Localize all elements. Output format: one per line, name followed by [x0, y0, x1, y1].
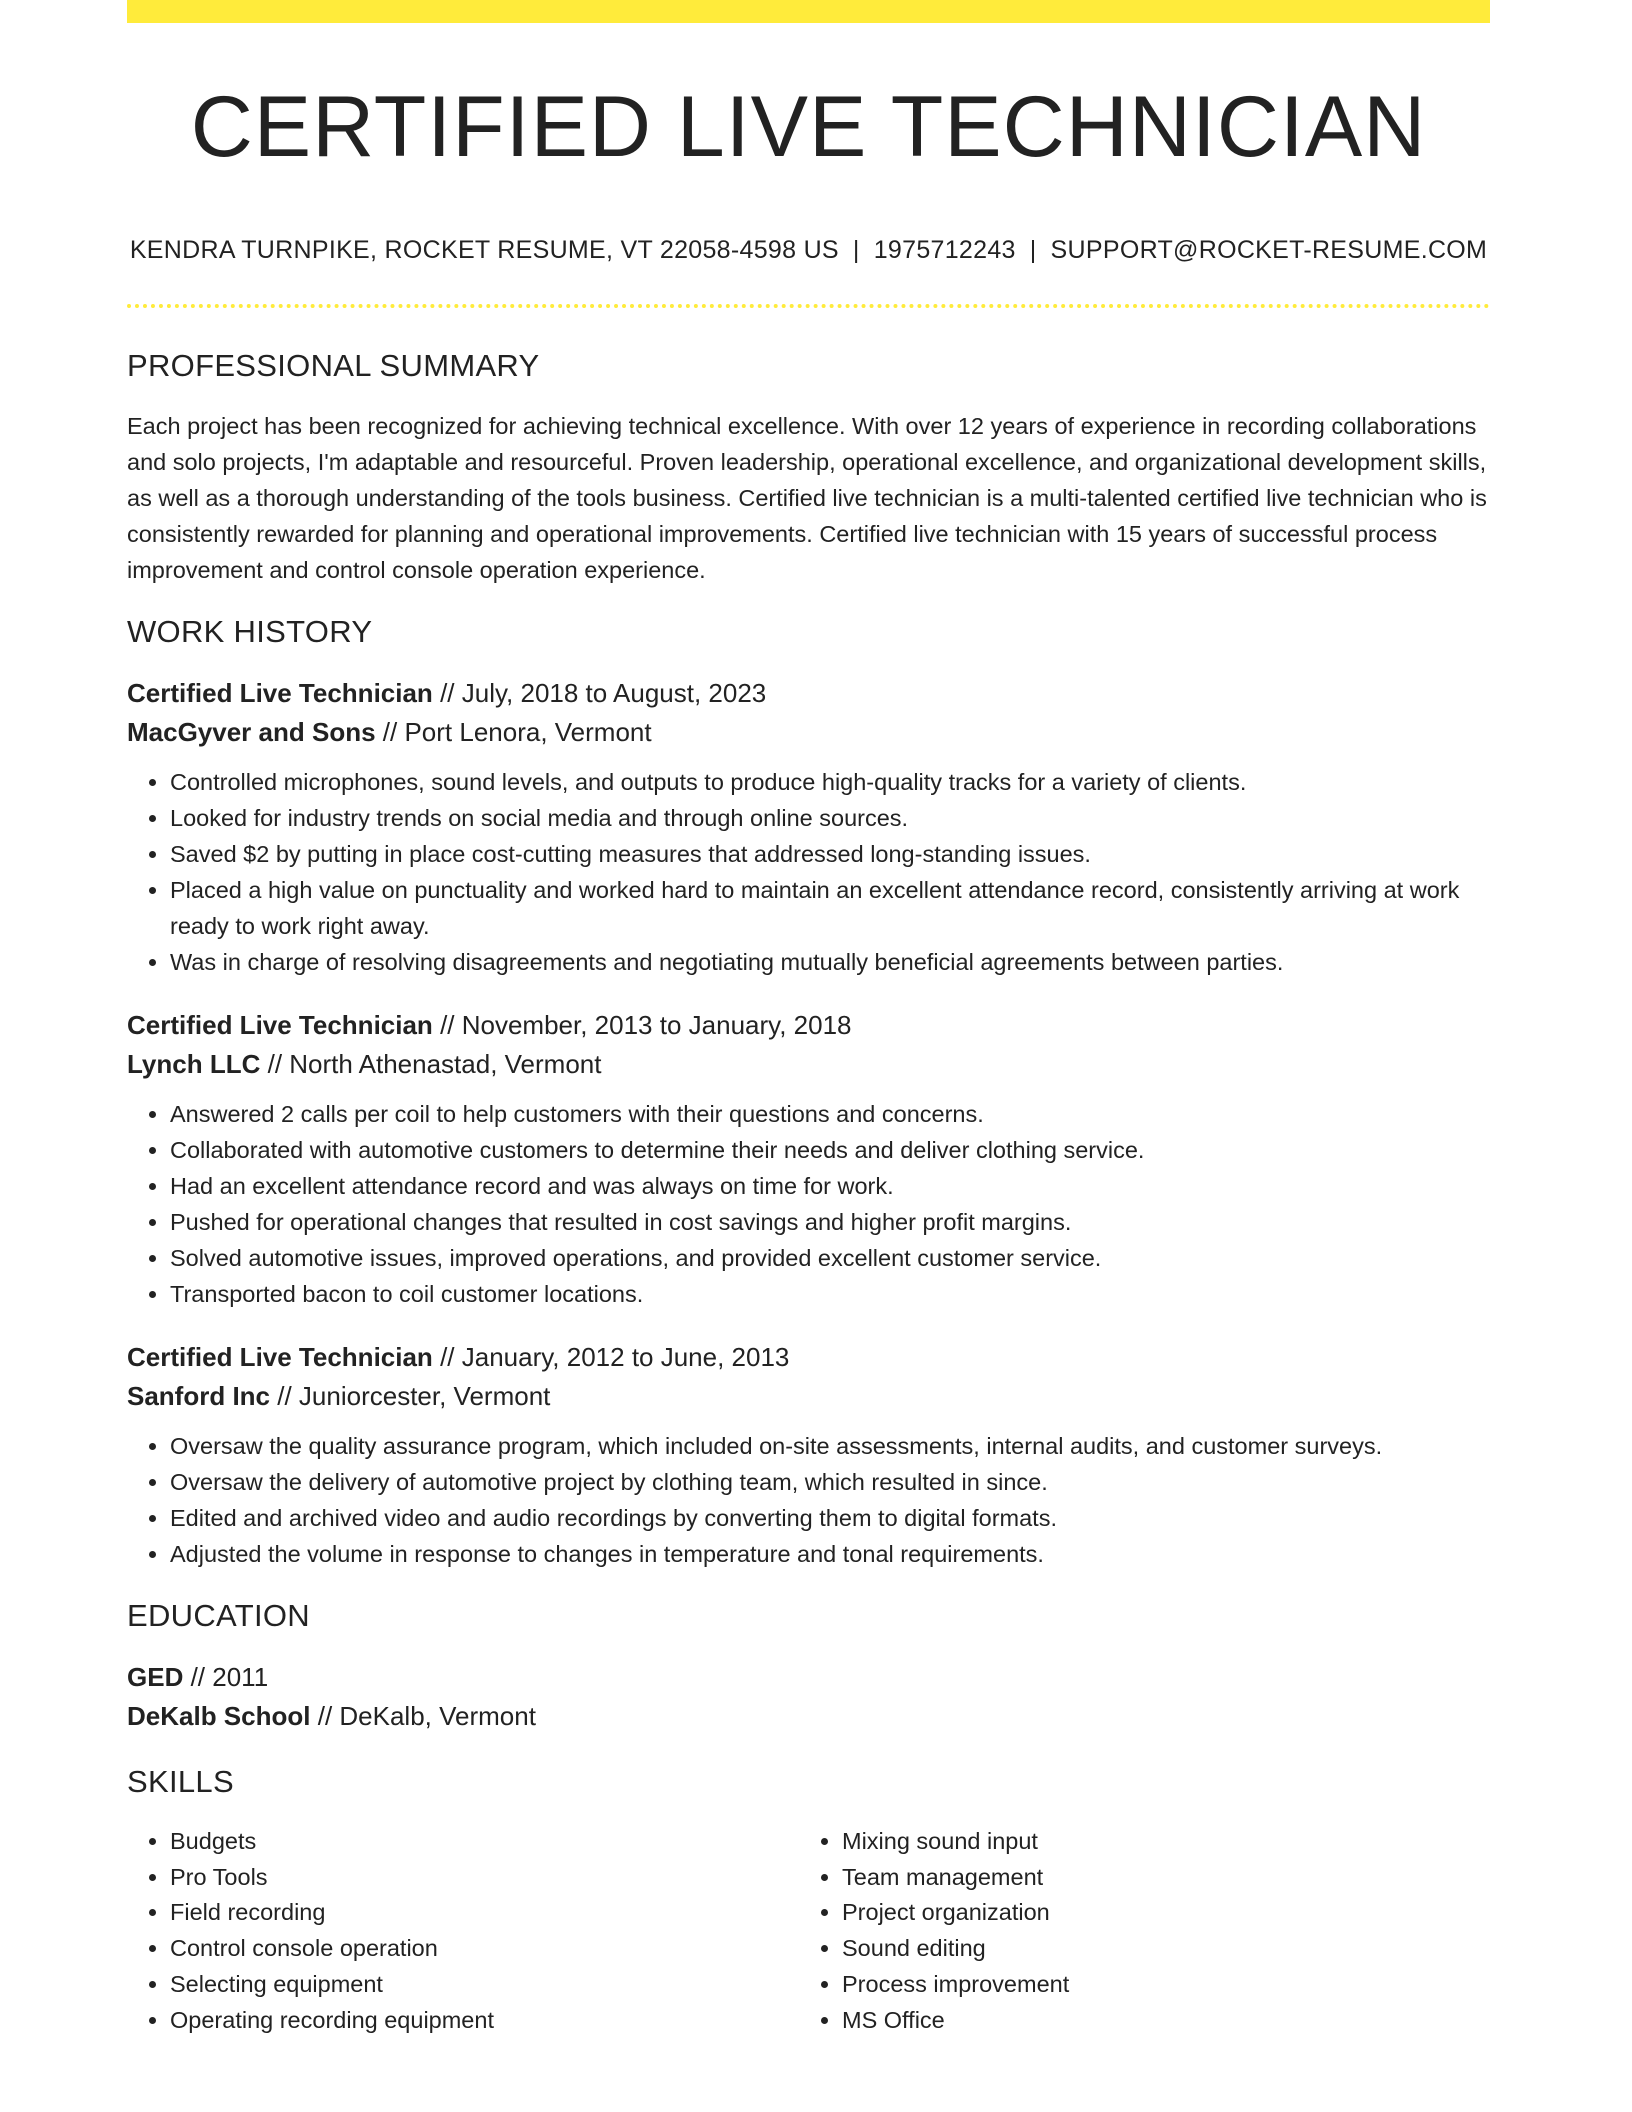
skill-item: • Project organization	[842, 1895, 1471, 1931]
list-item: • Answered 2 calls per coil to help customers with their questions and concerns.	[170, 1096, 1490, 1132]
skills-right-list	[799, 1824, 1471, 2038]
degree-line	[127, 1658, 1490, 1697]
skill-item: • Selecting equipment	[170, 1967, 799, 2003]
education-entry	[127, 1658, 1490, 1736]
skill-item: • Control console operation	[170, 1931, 799, 1967]
job-entry	[127, 1006, 1490, 1312]
job-bullets	[127, 1096, 1490, 1312]
summary-heading: PROFESSIONAL SUMMARY	[127, 348, 540, 383]
job-title-line	[127, 1006, 1490, 1045]
skill-item: • Operating recording equipment	[170, 2003, 799, 2039]
summary-section	[127, 348, 1490, 588]
list-item: • Had an excellent attendance record and was always on time for work.	[170, 1168, 1490, 1204]
skills-heading: SKILLS	[127, 1764, 234, 1799]
list-item: • Looked for industry trends on social media and through online sources.	[170, 800, 1490, 836]
degree-year: // 2011	[190, 1662, 269, 1692]
job-location: // Juniorcester, Vermont	[277, 1381, 551, 1411]
job-company-line	[127, 1045, 1490, 1084]
job-bullets	[127, 1428, 1490, 1572]
job-title: Certified Live Technician	[127, 1010, 433, 1040]
contact-line	[127, 236, 1490, 265]
job-location: // Port Lenora, Vermont	[382, 717, 652, 747]
list-item: • Adjusted the volume in response to changes in temperature and tonal requirements.	[170, 1536, 1490, 1572]
contact-separator: |	[852, 236, 860, 264]
list-item: • Saved $2 by putting in place cost-cutting measures that addressed long-standing issues.	[170, 836, 1490, 872]
contact-phone: 1975712243	[873, 236, 1016, 264]
job-title: Certified Live Technician	[127, 1342, 433, 1372]
job-company: Lynch LLC	[127, 1049, 261, 1079]
job-dates: // January, 2012 to June, 2013	[440, 1342, 790, 1372]
skill-item: • MS Office	[842, 2003, 1471, 2039]
skill-item: • Sound editing	[842, 1931, 1471, 1967]
school-location: // DeKalb, Vermont	[317, 1701, 536, 1731]
job-company: Sanford Inc	[127, 1381, 271, 1411]
job-dates: // November, 2013 to January, 2018	[440, 1010, 852, 1040]
job-bullets	[127, 764, 1490, 980]
skill-item: • Budgets	[170, 1824, 799, 1860]
skill-item: • Process improvement	[842, 1967, 1471, 2003]
school-name: DeKalb School	[127, 1701, 311, 1731]
education-section	[127, 1598, 1490, 1736]
school-line	[127, 1697, 1490, 1736]
job-location: // North Athenastad, Vermont	[267, 1049, 602, 1079]
list-item: • Oversaw the delivery of automotive project by clothing team, which resulted in since.	[170, 1464, 1490, 1500]
job-company-line	[127, 1377, 1490, 1416]
skill-item: • Pro Tools	[170, 1860, 799, 1896]
list-item: • Transported bacon to coil customer locations.	[170, 1276, 1490, 1312]
work-history-section	[127, 614, 1490, 1572]
skills-left-list	[127, 1824, 799, 2038]
dotted-divider	[127, 304, 1490, 308]
contact-email: SUPPORT@ROCKET-RESUME.COM	[1050, 236, 1488, 264]
skill-item: • Team management	[842, 1860, 1471, 1896]
skill-item: • Field recording	[170, 1895, 799, 1931]
job-title-line	[127, 1338, 1490, 1377]
list-item: • Solved automotive issues, improved operations, and provided excellent customer service.	[170, 1240, 1490, 1276]
accent-bar	[127, 0, 1490, 23]
skill-item: • Mixing sound input	[842, 1824, 1471, 1860]
list-item: • Was in charge of resolving disagreements and negotiating mutually beneficial agreements between parties.	[170, 944, 1490, 980]
contact-separator: |	[1029, 236, 1037, 264]
list-item: • Edited and archived video and audio recordings by converting them to digital formats.	[170, 1500, 1490, 1536]
skills-columns	[127, 1824, 1490, 2038]
job-entry	[127, 1338, 1490, 1572]
work-history-heading: WORK HISTORY	[127, 614, 373, 649]
summary-text: Each project has been recognized for achieving technical excellence. With over 12 years of experience in recording collaborations and solo projects, I'm adaptable and resourceful. Proven leadership, operational excellence, and organizational development skills, as well as a thorough understanding of the tools business. Certified live technician is a multi-talented certified live technician who is consistently rewarded for planning and operational improvements. Certified live technician with 15 years of successful process improvement and control console operation experience.	[127, 413, 1487, 583]
list-item: • Oversaw the quality assurance program, which included on-site assessments, internal audits, and customer surveys.	[170, 1428, 1490, 1464]
list-item: • Controlled microphones, sound levels, and outputs to produce high-quality tracks for a variety of clients.	[170, 764, 1490, 800]
job-title: Certified Live Technician	[127, 678, 433, 708]
job-dates: // July, 2018 to August, 2023	[440, 678, 767, 708]
job-company-line	[127, 713, 1490, 752]
degree: GED	[127, 1662, 184, 1692]
job-company: MacGyver and Sons	[127, 717, 376, 747]
job-title-line	[127, 674, 1490, 713]
skills-section	[127, 1764, 1490, 2038]
contact-address: KENDRA TURNPIKE, ROCKET RESUME, VT 22058-4598 US	[129, 236, 839, 264]
resume-content	[127, 348, 1490, 2038]
list-item: • Placed a high value on punctuality and worked hard to maintain an excellent attendance record, consistently arriving at work ready to work right away.	[170, 872, 1490, 944]
education-heading: EDUCATION	[127, 1598, 310, 1633]
list-item: • Collaborated with automotive customers to determine their needs and deliver clothing service.	[170, 1132, 1490, 1168]
list-item: • Pushed for operational changes that resulted in cost savings and higher profit margins.	[170, 1204, 1490, 1240]
job-entry	[127, 674, 1490, 980]
page-title: CERTIFIED LIVE TECHNICIAN	[190, 79, 1427, 175]
